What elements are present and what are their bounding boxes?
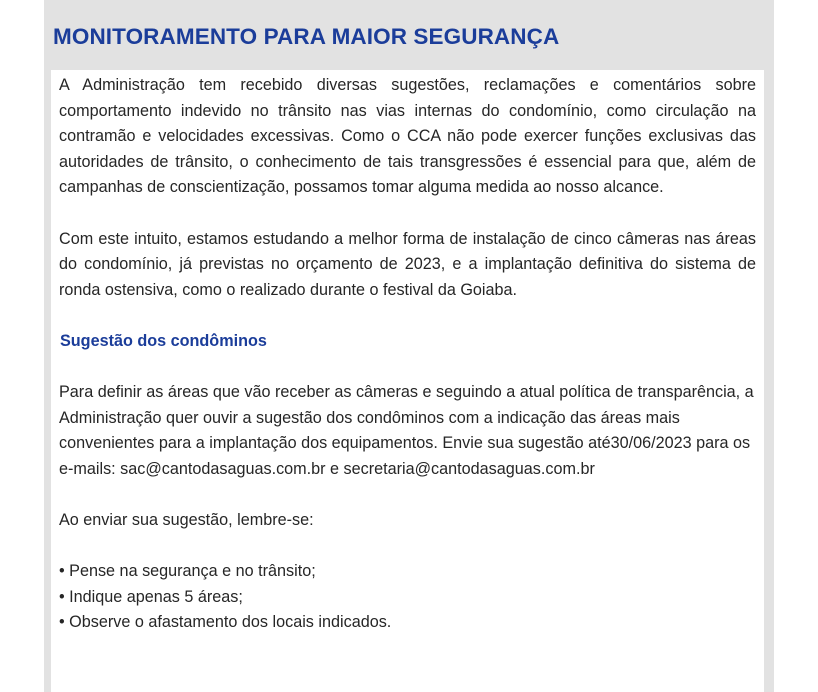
reminder-paragraph: Ao enviar sua sugestão, lembre-se: — [59, 511, 314, 530]
list-item: • Observe o afastamento dos locais indicados. — [59, 613, 392, 632]
article-panel — [44, 0, 774, 692]
cameras-paragraph: Com este intuito, estamos estudando a melhor forma de instalação de cinco câmeras nas áreas do condomínio, já previstas no orçamento de 2023, e a implantação definitiva do sistema de ronda ostensiva, como o realizado durante o festival da Goiaba. — [59, 229, 756, 299]
list-item: • Indique apenas 5 áreas; — [59, 587, 243, 606]
suggestion-paragraph: Para definir as áreas que vão receber as câmeras e seguindo a atual política de transparência, a Administração quer ouvir a sugestão dos condôminos com a indicação das áreas mais convenientes para a implantação dos equipamentos. Envie sua sugestão até30/06/2023 para os e-mails: sac@cantodasaguas.com.br e secretaria@cantodasaguas.com.br — [59, 383, 754, 478]
page-title: MONITORAMENTO PARA MAIOR SEGURANÇA — [53, 24, 560, 49]
section-heading: Sugestão dos condôminos — [60, 331, 267, 350]
reminder-list — [59, 559, 756, 636]
intro-paragraph: A Administração tem recebido diversas sugestões, reclamações e comentários sobre comportamento indevido no trânsito nas vias internas do condomínio, como circulação na contramão e velocidades excessivas. Como o CCA não pode exercer funções exclusivas das autoridades de trânsito, o conhecimento de tais transgressões é essencial para que, além de campanhas de conscientização, possamos tomar alguma medida ao nosso alcance. — [59, 76, 756, 197]
list-item: • Pense na segurança e no trânsito; — [59, 562, 316, 581]
article-body — [51, 70, 764, 692]
